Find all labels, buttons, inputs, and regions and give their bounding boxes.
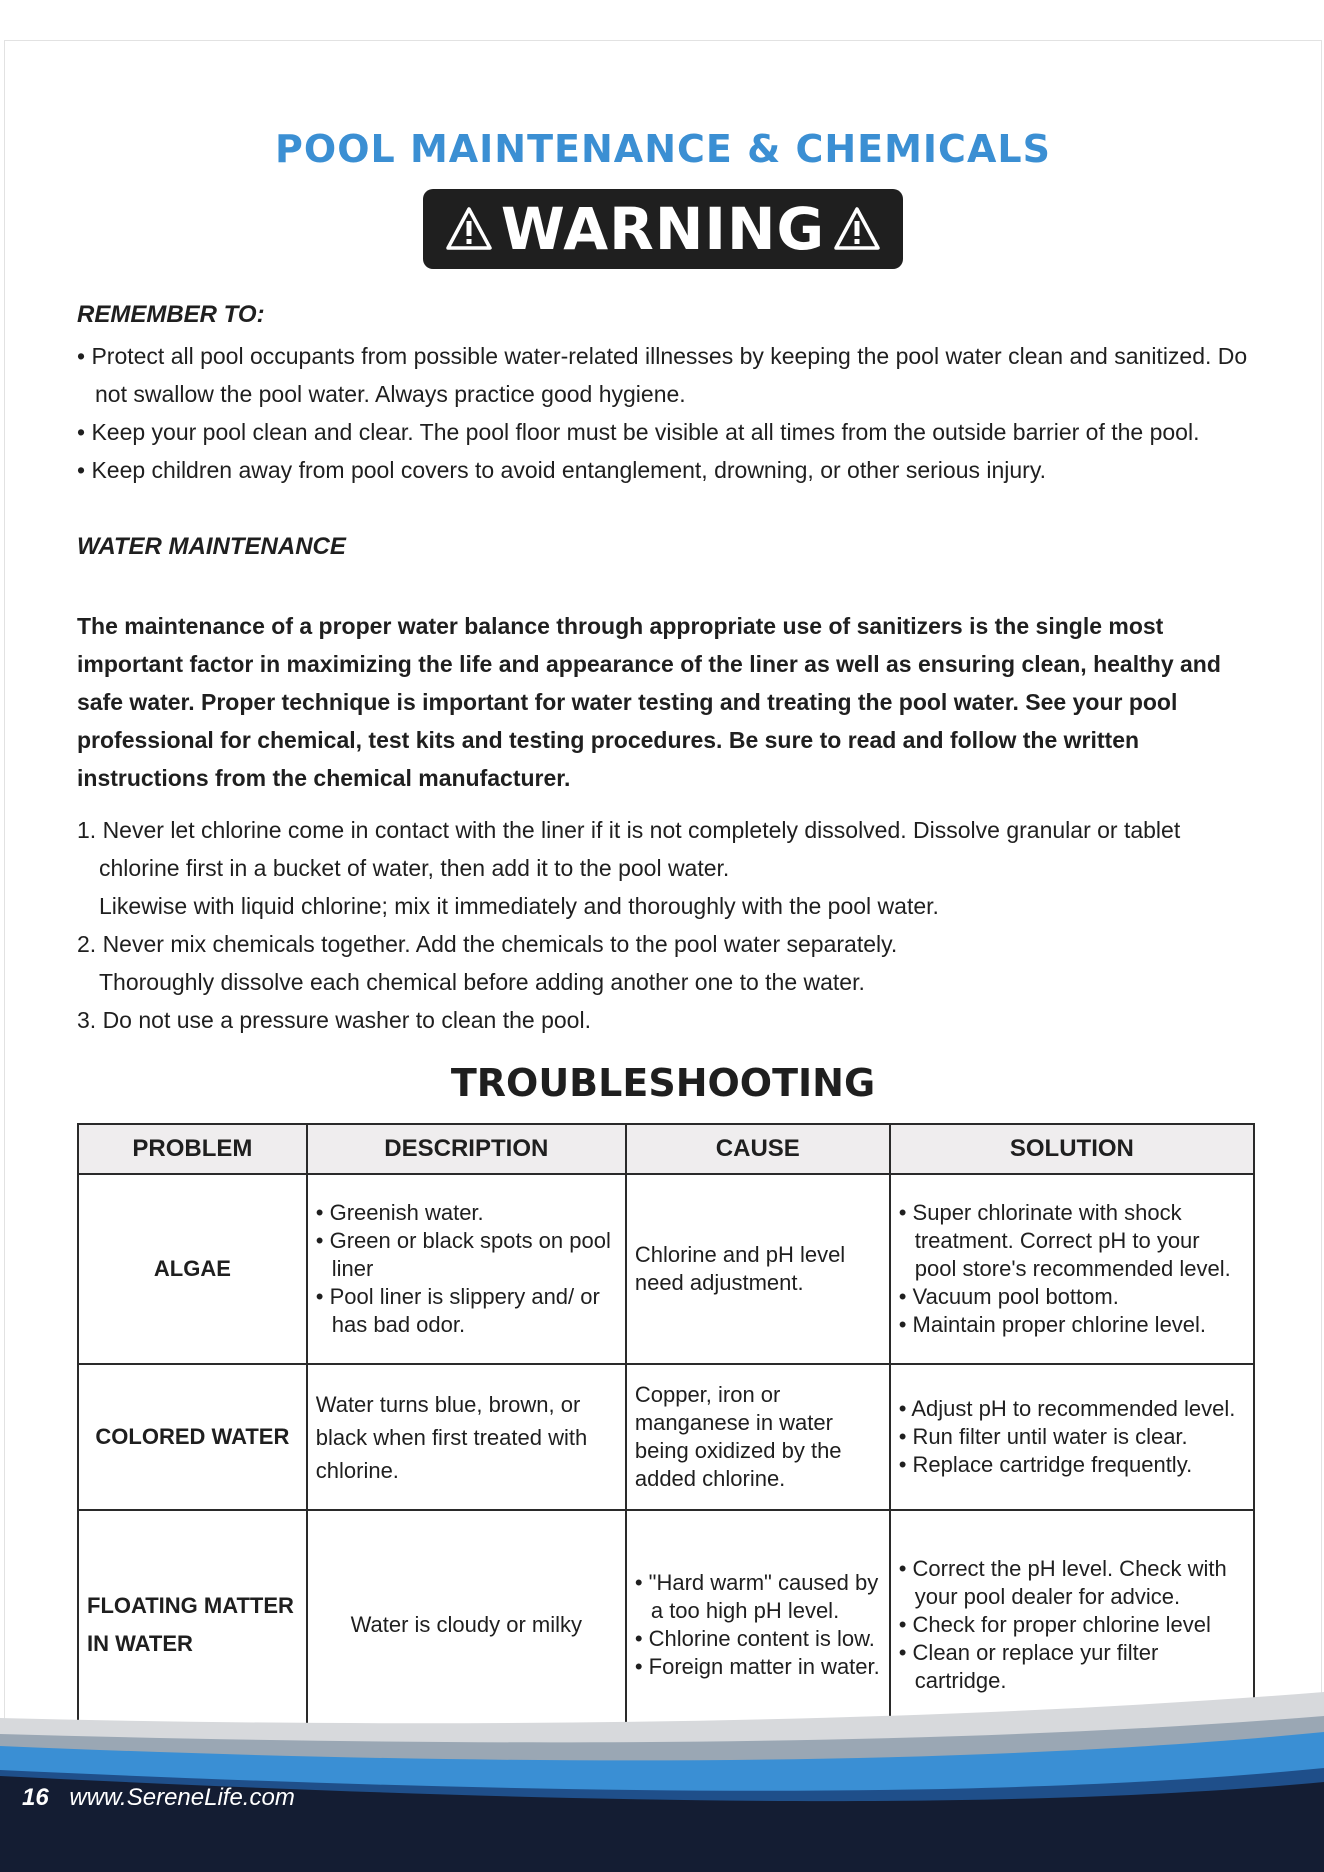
cell-line: • Adjust pH to recommended level. [898, 1396, 1236, 1421]
cell-line: • Foreign matter in water. [634, 1654, 880, 1679]
list-item-continuation: Likewise with liquid chlorine; mix it immediately and thoroughly with the pool water. [99, 893, 939, 919]
column-header-cause: CAUSE [626, 1124, 890, 1174]
page-number: 16 [22, 1784, 49, 1811]
page-title: POOL MAINTENANCE & CHEMICALS [275, 127, 1051, 171]
warning-triangle-icon [833, 206, 881, 252]
footer-wave-band [0, 1672, 1324, 1872]
cell-line: • Super chlorinate with shock treatment. Correct pH to your pool store's recommended level. [898, 1200, 1231, 1281]
list-item: 1. Never let chlorine come in contact with the liner if it is not completely dissolved. Dissolve granular or tablet chlorine first in a bucket of water, then add it to the pool water. [77, 817, 1181, 881]
list-item: • Keep your pool clean and clear. The pool floor must be visible at all times from the outside barrier of the pool. [77, 419, 1200, 445]
cell-line: • Check for proper chlorine level [898, 1612, 1211, 1637]
description-cell [307, 1364, 626, 1510]
table-header-row [78, 1124, 1254, 1174]
solution-cell [890, 1174, 1254, 1364]
cell-line: • Vacuum pool bottom. [898, 1284, 1119, 1309]
cell-line: Copper, iron or manganese in water being oxidized by the added chlorine. [634, 1382, 842, 1491]
warning-banner [423, 189, 903, 269]
cell-line: • Maintain proper chlorine level. [898, 1312, 1207, 1337]
maintenance-steps [77, 811, 1267, 1039]
remember-heading: REMEMBER TO: [77, 301, 265, 328]
column-header-description: DESCRIPTION [307, 1124, 626, 1174]
cell-line: • Run filter until water is clear. [898, 1424, 1188, 1449]
troubleshooting-title: TROUBLESHOOTING [450, 1061, 876, 1105]
table-row [78, 1174, 1254, 1364]
cause-cell [626, 1364, 890, 1510]
cell-line: • Chlorine content is low. [634, 1626, 875, 1651]
cell-line: • Green or black spots on pool liner [315, 1228, 611, 1281]
warning-triangle-icon [445, 206, 493, 252]
cell-line: Water turns blue, brown, or black when first treated with chlorine. [315, 1391, 588, 1483]
description-cell [307, 1174, 626, 1364]
problem-cell: FLOATING MATTER IN WATER [78, 1510, 307, 1740]
list-item: 3. Do not use a pressure washer to clean the pool. [77, 1007, 591, 1033]
remember-list [77, 337, 1267, 489]
list-item: • Keep children away from pool covers to avoid entanglement, drowning, or other serious injury. [77, 457, 1047, 483]
water-maintenance-intro: The maintenance of a proper water balance through appropriate use of sanitizers is the single most important factor in maximizing the life and appearance of the liner as well as ensuring clean, healthy and safe water. Proper technique is important for water testing and treating the pool water. See your pool professional for chemical, test kits and testing procedures. Be sure to read and follow the written instructions from the chemical manufacturer. [77, 613, 1221, 791]
cell-line: • Replace cartridge frequently. [898, 1452, 1193, 1477]
cell-line: • Correct the pH level. Check with your pool dealer for advice. [898, 1556, 1227, 1609]
cell-line: • Pool liner is slippery and/ or has bad odor. [315, 1284, 600, 1337]
cause-cell [626, 1174, 890, 1364]
problem-cell: COLORED WATER [78, 1364, 307, 1510]
list-item: 2. Never mix chemicals together. Add the chemicals to the pool water separately. [77, 931, 898, 957]
column-header-problem: PROBLEM [78, 1124, 307, 1174]
column-header-solution: SOLUTION [890, 1124, 1254, 1174]
cell-line: • Clean or replace yur filter cartridge. [898, 1640, 1159, 1693]
cell-line: Water is cloudy or milky [350, 1612, 583, 1637]
website-url: www.SereneLife.com [69, 1784, 295, 1811]
cell-line: Chlorine and pH level need adjustment. [634, 1242, 846, 1295]
cell-line: • Greenish water. [315, 1200, 484, 1225]
problem-cell: ALGAE [78, 1174, 307, 1364]
warning-label: WARNING [500, 195, 826, 263]
table-row [78, 1364, 1254, 1510]
footer [22, 1784, 295, 1812]
solution-cell [890, 1364, 1254, 1510]
water-maintenance-heading: WATER MAINTENANCE [77, 533, 346, 560]
cell-line: • "Hard warm" caused by a too high pH level. [634, 1570, 879, 1623]
troubleshooting-table [77, 1123, 1255, 1741]
list-item-continuation: Thoroughly dissolve each chemical before adding another one to the water. [99, 969, 865, 995]
list-item: • Protect all pool occupants from possible water-related illnesses by keeping the pool water clean and sanitized. Do not swallow the pool water. Always practice good hygiene. [77, 343, 1248, 407]
manual-page [4, 40, 1322, 1830]
